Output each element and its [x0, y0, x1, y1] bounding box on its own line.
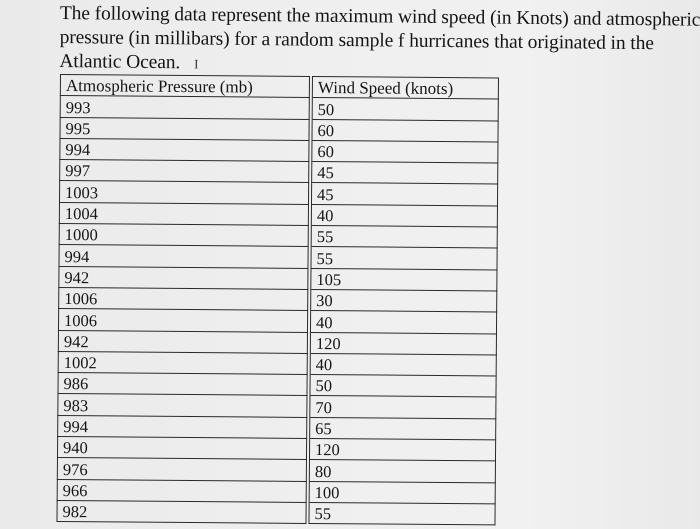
wind-speed-cell: 55	[309, 502, 495, 525]
wind-speed-cell: 30	[311, 289, 497, 312]
pressure-cell: 994	[58, 415, 307, 438]
table-header-row	[60, 75, 498, 100]
wind-speed-cell: 105	[311, 268, 497, 291]
header-atmospheric-pressure: Atmospheric Pressure (mb)	[60, 75, 309, 98]
wind-speed-cell: 50	[310, 375, 496, 398]
wind-speed-cell: 60	[312, 119, 498, 142]
wind-speed-cell: 65	[310, 417, 496, 440]
pressure-cell: 1004	[59, 202, 308, 225]
wind-speed-cell: 100	[309, 481, 495, 504]
wind-speed-cell: 40	[310, 311, 496, 334]
wind-speed-cell: 120	[310, 332, 496, 355]
intro-paragraph	[59, 2, 700, 82]
pressure-cell: 1000	[59, 224, 308, 247]
pressure-cell: 1002	[58, 351, 307, 374]
hurricane-data-table	[56, 74, 499, 526]
wind-speed-cell: 40	[310, 353, 496, 376]
wind-speed-cell: 55	[311, 247, 497, 270]
pressure-cell: 1006	[59, 287, 308, 310]
intro-line-2: pressure (in millibars) for a random sample f hurricanes that originated in the	[59, 26, 654, 55]
wind-speed-cell: 55	[311, 226, 497, 249]
pressure-cell: 966	[57, 479, 306, 502]
intro-line-3-text: Atlantic Ocean.	[59, 50, 181, 74]
wind-speed-cell: 45	[312, 162, 498, 185]
pressure-cell: 1006	[58, 309, 307, 332]
wind-speed-cell: 120	[309, 439, 495, 462]
pressure-cell: 995	[60, 117, 309, 140]
table-body	[57, 96, 498, 525]
pressure-cell: 983	[58, 394, 307, 417]
wind-speed-cell: 60	[312, 140, 498, 163]
pressure-cell: 942	[59, 266, 308, 289]
pressure-cell: 982	[57, 500, 306, 523]
pressure-cell: 976	[57, 458, 306, 481]
wind-speed-cell: 70	[310, 396, 496, 419]
wind-speed-cell: 45	[311, 183, 497, 206]
wind-speed-cell: 50	[312, 98, 498, 121]
pressure-cell: 1003	[59, 181, 308, 204]
header-wind-speed: Wind Speed (knots)	[312, 76, 498, 99]
pressure-cell: 942	[58, 330, 307, 353]
pressure-cell: 994	[59, 245, 308, 268]
data-table-container	[56, 74, 499, 526]
table-row	[57, 500, 495, 525]
pressure-cell: 986	[58, 373, 307, 396]
pressure-cell: 997	[60, 160, 309, 183]
pressure-cell: 994	[60, 138, 309, 161]
pressure-cell: 993	[60, 96, 309, 119]
wind-speed-cell: 40	[311, 204, 497, 227]
wind-speed-cell: 80	[309, 460, 495, 483]
text-cursor-icon: I	[194, 56, 199, 72]
intro-line-1: The following data represent the maximum wind speed (in Knots) and atmospheric	[59, 2, 700, 31]
pressure-cell: 940	[57, 437, 306, 460]
